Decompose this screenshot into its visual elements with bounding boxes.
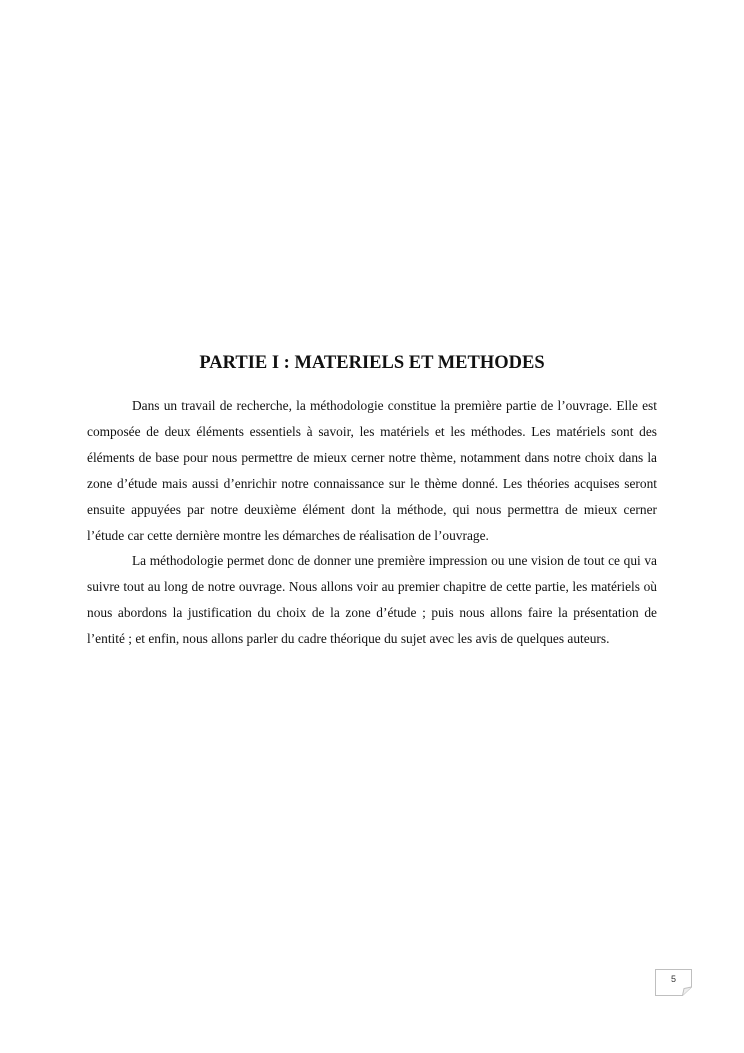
page-title: PARTIE I : MATERIELS ET METHODES <box>199 353 545 373</box>
paragraph: La méthodologie permet donc de donner une première impression ou une vision de tout ce qui va suivre tout au long de notre ouvrage. Nous allons voir au premier chapitre de cette partie, les matériels où nous abordons la justification du choix de la zone d’étude ; puis nous allons faire la présentation de l’entité ; et enfin, nous allons parler du cadre théorique du sujet avec les avis de quelques auteurs. <box>87 553 657 647</box>
body-text <box>87 393 657 652</box>
paragraph: Dans un travail de recherche, la méthodologie constitue la première partie de l’ouvrage. Elle est composée de deux éléments essentiels à savoir, les matériels et les méthodes. Les matériels sont des éléments de base pour nous permettre de mieux cerner notre thème, notamment dans notre choix dans la zone d’étude mais aussi d’enrichir notre connaissance sur le thème donné. Les théories acquises seront ensuite appuyées par notre deuxième élément dont la méthode, qui nous permettra de mieux cerner l’étude car cette dernière montre les démarches de réalisation de l’ouvrage. <box>87 398 657 543</box>
page-number: 5 <box>670 974 676 984</box>
page-number-box <box>655 969 692 996</box>
